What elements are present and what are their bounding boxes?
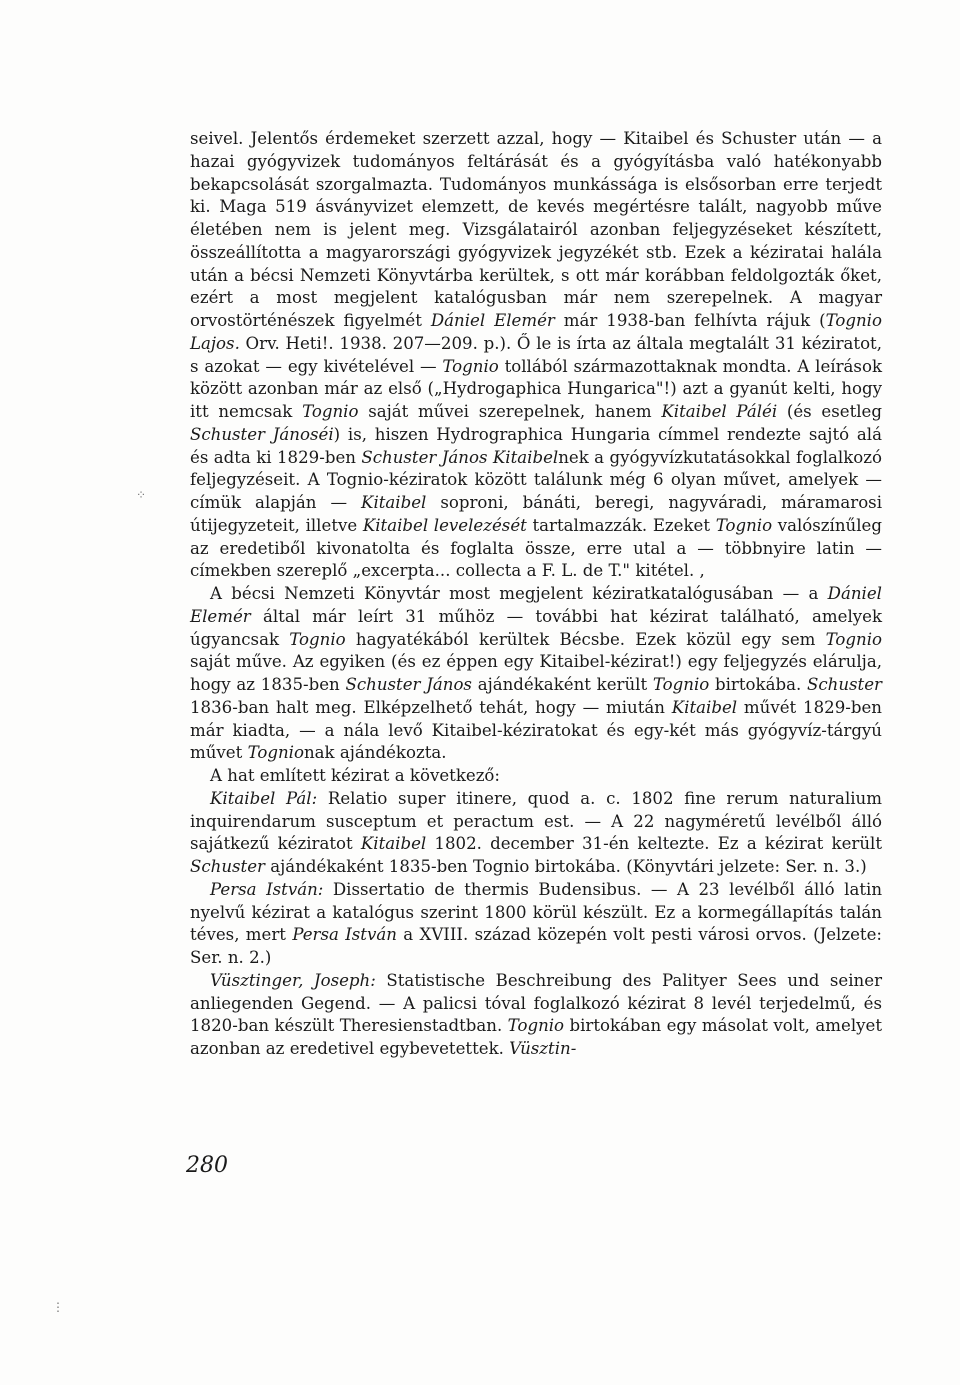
paragraph-6 xyxy=(190,970,882,1061)
scan-speck-mark: ⋮ xyxy=(52,1300,64,1314)
text-run: tollából származottaknak mondta. A leírások között azonban már az első („Hydrogaphica Hungarica"!) azt a gyanút kelti, hogy itt nemcsak xyxy=(190,356,882,421)
paragraph-4 xyxy=(190,788,882,879)
italic-text-run: Tognio xyxy=(825,629,883,649)
italic-text-run: Tognio xyxy=(442,356,499,376)
text-run: soproni, bánáti, beregi, nagyváradi, máramarosi útijegyzeteit, illetve xyxy=(190,493,883,535)
italic-text-run: Schuster xyxy=(190,857,265,876)
text-run: tartalmazzák. Ezeket xyxy=(526,515,716,535)
text-run: A hat említett kézirat a következő: xyxy=(210,766,501,785)
text-run: (és esetleg xyxy=(777,402,882,421)
text-run: a XVIII. század közepén volt pesti városi orvos. (Jelzete: Ser. n. 2.) xyxy=(190,925,882,967)
italic-text-run: Vüsztinger, Joseph: xyxy=(210,970,376,990)
text-run: ajándékaként került xyxy=(471,675,653,694)
paragraph-3 xyxy=(190,765,882,788)
text-run: 1836-ban halt meg. Elképzelhető tehát, hogy — miután xyxy=(190,697,672,717)
italic-text-run: Tognio xyxy=(302,402,359,421)
text-run: 1802. december 31-én keltezte. Ez a kézirat került xyxy=(426,834,882,854)
italic-text-run: Tognio xyxy=(715,515,773,535)
italic-text-run: Kitaibel xyxy=(360,834,427,854)
text-run: nek a gyógyvízkutatásokkal foglalkozó feljegyzéseit. A Tognio-kéziratok között találunk még 6 olyan művet, amelyek — címük alapján — xyxy=(190,447,882,512)
paragraph-5 xyxy=(190,879,882,970)
italic-text-run: Schuster xyxy=(807,675,882,694)
italic-text-run: Kitaibel Pál: xyxy=(210,788,318,808)
italic-text-run: Kitaibel xyxy=(361,493,427,512)
italic-text-run: Tognio xyxy=(652,675,710,694)
text-run: Dissertatio de thermis Budensibus. — A 23 levélből álló latin nyelvű kézirat a katalógus szerint 1800 körül készült. Ez a kormegállapítás talán téves, mert xyxy=(190,879,883,945)
text-run: valószínűleg az eredetiből kivonatolta és foglalta össze, erre utal a — többnyire latin — címekben szereplő „excerpta... collecta a F. L. de T." kitétel. , xyxy=(190,515,882,581)
text-run: saját művei szerepelnek, hanem xyxy=(358,402,662,421)
italic-text-run: Kitaibel xyxy=(671,697,738,717)
italic-text-run: Persa István: xyxy=(210,879,324,899)
text-run: A bécsi Nemzeti Könyvtár most megjelent kéziratkatalógusában — a xyxy=(210,584,828,603)
paragraph-1 xyxy=(190,128,882,583)
text-run: már 1938-ban felhívta rájuk ( xyxy=(554,311,826,330)
scan-speck-mark: ⁘ xyxy=(136,488,147,502)
text-run: Statistische Beschreibung des Palityer Sees und seiner anliegenden Gegend. — A palicsi tóval foglalkozó kézirat 8 levél terjedelmű, és 1820-ban készült Theresienstadtban. xyxy=(190,970,882,1036)
italic-text-run: Kitaibel levelezését xyxy=(362,515,527,535)
italic-text-run: Schuster János xyxy=(345,675,472,694)
text-run: hagyatékából kerültek Bécsbe. Ezek közül egy sem xyxy=(345,629,826,649)
text-run: művét 1829-ben már kiadta, — a nála levő Kitaibel-kéziratokat és egy-két más gyógyvíz-tárgyú művet xyxy=(190,697,882,763)
text-run: birtokába. xyxy=(709,675,807,694)
page-number: 280 xyxy=(186,1153,228,1178)
italic-text-run: Kitaibel Páléi xyxy=(661,402,778,421)
text-run: Orv. Heti!. 1938. 207—209. p.). Ő le is írta az általa megtalált 31 kéziratot, s azokat — egy kivételével — xyxy=(190,333,882,376)
italic-text-run: Persa István xyxy=(292,925,397,945)
text-run: ) is, hiszen Hydrographica Hungaria címmel rendezte sajtó alá és adta ki 1829-ben xyxy=(190,424,882,467)
text-run: Relatio super itinere, quod a. c. 1802 fine rerum naturalium inquirendarum susceptum et peractum est. — A 22 nagyméretű levélből álló sajátkezű kéziratot xyxy=(190,788,882,854)
text-run: saját műve. Az egyiken (és ez éppen egy Kitaibel-kézirat!) egy feljegyzés elárulja, hogy az 1835-ben xyxy=(190,652,882,694)
italic-text-run: Tognio Lajos. xyxy=(190,311,882,353)
italic-text-run: Tognio xyxy=(289,629,346,649)
italic-text-run: Schuster Jánoséi xyxy=(190,424,334,444)
text-run: által már leírt 31 műhöz — további hat kézirat található, amelyek úgyancsak xyxy=(190,606,882,649)
text-run: ajándékaként 1835-ben Tognio birtokába. (Könyvtári jelzete: Ser. n. 3.) xyxy=(264,857,867,876)
body-text xyxy=(190,128,882,1061)
italic-text-run: Schuster János Kitaibel xyxy=(361,447,559,467)
italic-text-run: Tognio xyxy=(507,1016,565,1036)
text-run: nak ajándékozta. xyxy=(303,743,447,763)
italic-text-run: Dániel Elemér xyxy=(190,584,882,626)
text-run: seivel. Jelentős érdemeket szerzett azzal, hogy — Kitaibel és Schuster után — a hazai gyógyvizek tudományos feltárását és a gyógyításba való hatékonyabb bekapcsolását szorgalmazta. Tudományos munkássága is elsősorban erre terjedt ki. Maga 519 ásványvizet elemzett, de kevés megértésre talált, nagyobb műve életében nem is jelent meg. Vizsgálatairól azonban feljegyzéseket készített, összeállította a magyarországi gyógyvizek jegyzékét stb. Ezek a kéziratai halála után a bécsi Nemzeti Könyvtárba kerültek, s ott már korábban feldolgozták őket, ezért a most megjelent katalógusban már nem szerepelnek. A magyar orvostörténészek figyelmét xyxy=(190,129,882,330)
paragraph-2 xyxy=(190,583,882,765)
italic-text-run: Vüsztin- xyxy=(509,1039,577,1058)
text-run: birtokában egy másolat volt, amelyet azonban az eredetivel egybevetettek. xyxy=(190,1016,882,1058)
italic-text-run: Tognio xyxy=(247,743,304,763)
italic-text-run: Dániel Elemér xyxy=(430,311,555,330)
